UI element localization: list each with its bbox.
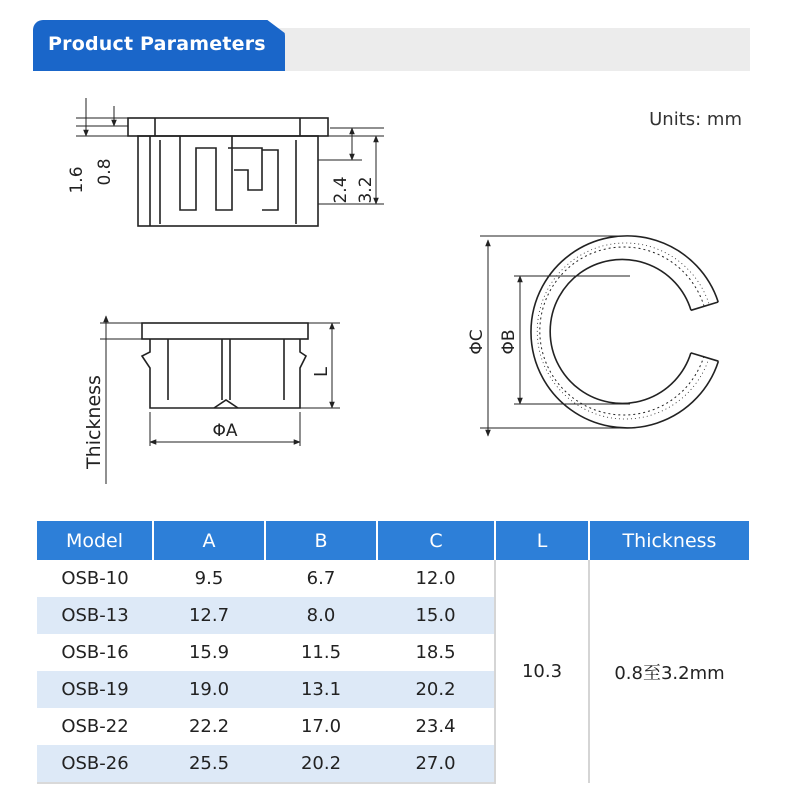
- units-label: Units: mm: [649, 109, 742, 130]
- c-cell: 12.0: [415, 568, 456, 589]
- b-cell: 11.5: [300, 642, 342, 663]
- dim-label-0-8: 0.8: [95, 158, 115, 186]
- page-title: Product Parameters: [48, 33, 266, 55]
- side-view-flange: [142, 323, 308, 339]
- diameter-b-label: ΦB: [499, 329, 519, 355]
- c-cell: 20.2: [377, 671, 495, 708]
- b-cell: 8.0: [265, 597, 377, 634]
- dim-label-2-4: 2.4: [331, 176, 351, 204]
- diameter-a-label: ΦA: [212, 421, 238, 441]
- a-cell: 12.7: [153, 597, 265, 634]
- diameter-c-label: ΦC: [467, 329, 487, 355]
- top-view-drawing: [76, 98, 384, 226]
- model-cell: OSB-26: [37, 745, 153, 783]
- column-header: C: [377, 521, 495, 560]
- c-cell: 18.5: [415, 642, 456, 663]
- column-header: L: [495, 521, 589, 560]
- table-header-row: [37, 521, 749, 560]
- a-cell: 25.5: [153, 745, 265, 783]
- b-cell: 20.2: [265, 745, 377, 783]
- top-view-flange: [128, 118, 328, 136]
- column-header: B: [265, 521, 377, 560]
- l-value-cell: 10.3: [495, 560, 589, 783]
- model-cell: OSB-22: [61, 716, 129, 737]
- column-header: Model: [37, 521, 153, 560]
- model-cell: OSB-13: [37, 597, 153, 634]
- b-cell: 17.0: [300, 716, 342, 737]
- length-label: L: [311, 366, 332, 378]
- a-cell: 22.2: [188, 716, 230, 737]
- b-cell: 6.7: [306, 568, 336, 589]
- a-cell: 15.9: [188, 642, 230, 663]
- a-cell: 9.5: [194, 568, 224, 589]
- ring-outer-edge: [531, 236, 718, 428]
- parameters-table: [37, 521, 749, 784]
- b-cell: 13.1: [265, 671, 377, 708]
- c-cell: 27.0: [377, 745, 495, 783]
- c-cell: 15.0: [377, 597, 495, 634]
- dim-label-3-2: 3.2: [356, 176, 376, 204]
- top-view-body: [138, 136, 318, 226]
- ring-inner-edge: [550, 259, 691, 403]
- column-header: Thickness: [589, 521, 749, 560]
- thickness-value-cell: 0.8至3.2mm: [589, 560, 749, 783]
- model-cell: OSB-10: [61, 568, 129, 589]
- thickness-label: Thickness: [83, 375, 105, 469]
- column-header: A: [153, 521, 265, 560]
- side-view-drawing: [100, 316, 340, 484]
- model-cell: OSB-16: [61, 642, 129, 663]
- dim-label-1-6: 1.6: [67, 166, 87, 194]
- a-cell: 19.0: [153, 671, 265, 708]
- model-cell: OSB-19: [37, 671, 153, 708]
- c-cell: 23.4: [415, 716, 456, 737]
- table-row: [37, 560, 749, 597]
